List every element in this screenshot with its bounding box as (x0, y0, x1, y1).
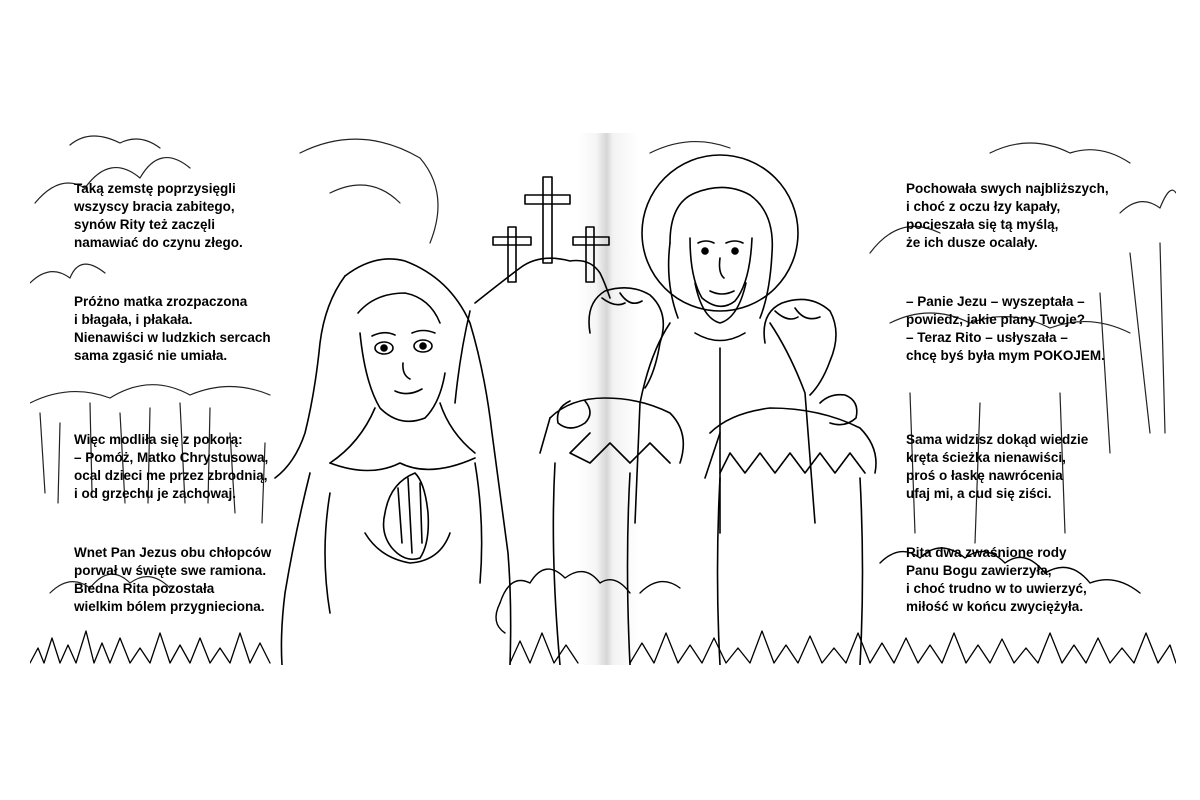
right-stanza-2-line-3: – Teraz Rito – usłyszała – (906, 330, 1068, 345)
left-stanza-2-line-4: sama zgasić nie umiała. (74, 348, 228, 363)
left-stanza-3-line-4: i od grzechu je zachowaj. (74, 486, 237, 501)
right-stanza-3-line-2: kręta ścieżka nienawiści, (906, 450, 1066, 465)
left-stanza-4 (74, 544, 271, 616)
right-stanza-1-line-2: i choć z oczu łzy kapały, (906, 199, 1061, 214)
left-stanza-3-line-1: Więc modliła się z pokorą: (74, 432, 243, 447)
left-stanza-1-line-1: Taką zemstę poprzysięgli (74, 181, 236, 196)
right-stanza-2 (906, 293, 1105, 365)
left-stanza-4-line-1: Wnet Pan Jezus obu chłopców (74, 545, 272, 560)
left-stanza-2-line-1: Próżno matka zrozpaczona (74, 294, 248, 309)
right-stanza-4-line-4: miłość w końcu zwyciężyła. (906, 599, 1084, 614)
left-stanza-3-line-3: ocal dzieci me przez zbrodnią, (74, 468, 268, 483)
left-stanza-4-line-2: porwał w święte swe ramiona. (74, 563, 267, 578)
jesus-embracing-boys-icon (540, 155, 876, 665)
coloring-book-spread (30, 133, 1176, 665)
left-stanza-1-line-2: wszyscy bracia zabitego, (74, 199, 235, 214)
woman-praying-icon (275, 259, 511, 665)
right-stanza-3-line-4: ufaj mi, a cud się ziści. (906, 486, 1052, 501)
left-stanza-2-line-2: i błagała, i płakała. (74, 312, 193, 327)
left-stanza-4-line-4: wielkim bólem przygnieciona. (74, 599, 265, 614)
right-stanza-3-line-3: proś o łaskę nawrócenia (906, 468, 1063, 483)
right-stanza-1-line-4: że ich dusze ocalały. (906, 235, 1038, 250)
three-crosses-icon (455, 177, 610, 403)
right-stanza-4 (906, 544, 1087, 616)
right-stanza-3-line-1: Sama widzisz dokąd wiedzie (906, 432, 1089, 447)
right-stanza-2-line-1: – Panie Jezu – wyszeptała – (906, 294, 1085, 309)
left-stanza-4-line-3: Biedna Rita pozostała (74, 581, 215, 596)
grass-icon (30, 631, 1176, 663)
right-stanza-2-line-2: powiedz, jakie plany Twoje? (906, 312, 1086, 327)
left-stanza-2 (74, 293, 271, 365)
right-stanza-3 (906, 431, 1088, 503)
left-stanza-1-line-3: synów Rity też zaczęli (74, 217, 216, 232)
right-stanza-4-line-1: Rita dwa zwaśnione rody (906, 545, 1067, 560)
right-stanza-1 (906, 180, 1109, 252)
right-stanza-4-line-3: i choć trudno w to uwierzyć, (906, 581, 1087, 596)
right-stanza-1-line-3: pocieszała się tą myślą, (906, 217, 1059, 232)
right-stanza-2-line-4: chcę byś była mym POKOJEM. (906, 348, 1105, 363)
left-stanza-3 (74, 431, 268, 503)
left-stanza-2-line-3: Nienawiści w ludzkich sercach (74, 330, 271, 345)
left-stanza-1 (74, 180, 243, 252)
right-stanza-4-line-2: Panu Bogu zawierzyła, (906, 563, 1052, 578)
right-stanza-1-line-1: Pochowała swych najbliższych, (906, 181, 1109, 196)
left-stanza-3-line-2: – Pomóż, Matko Chrystusowa, (74, 450, 269, 465)
left-stanza-1-line-4: namawiać do czynu złego. (74, 235, 243, 250)
